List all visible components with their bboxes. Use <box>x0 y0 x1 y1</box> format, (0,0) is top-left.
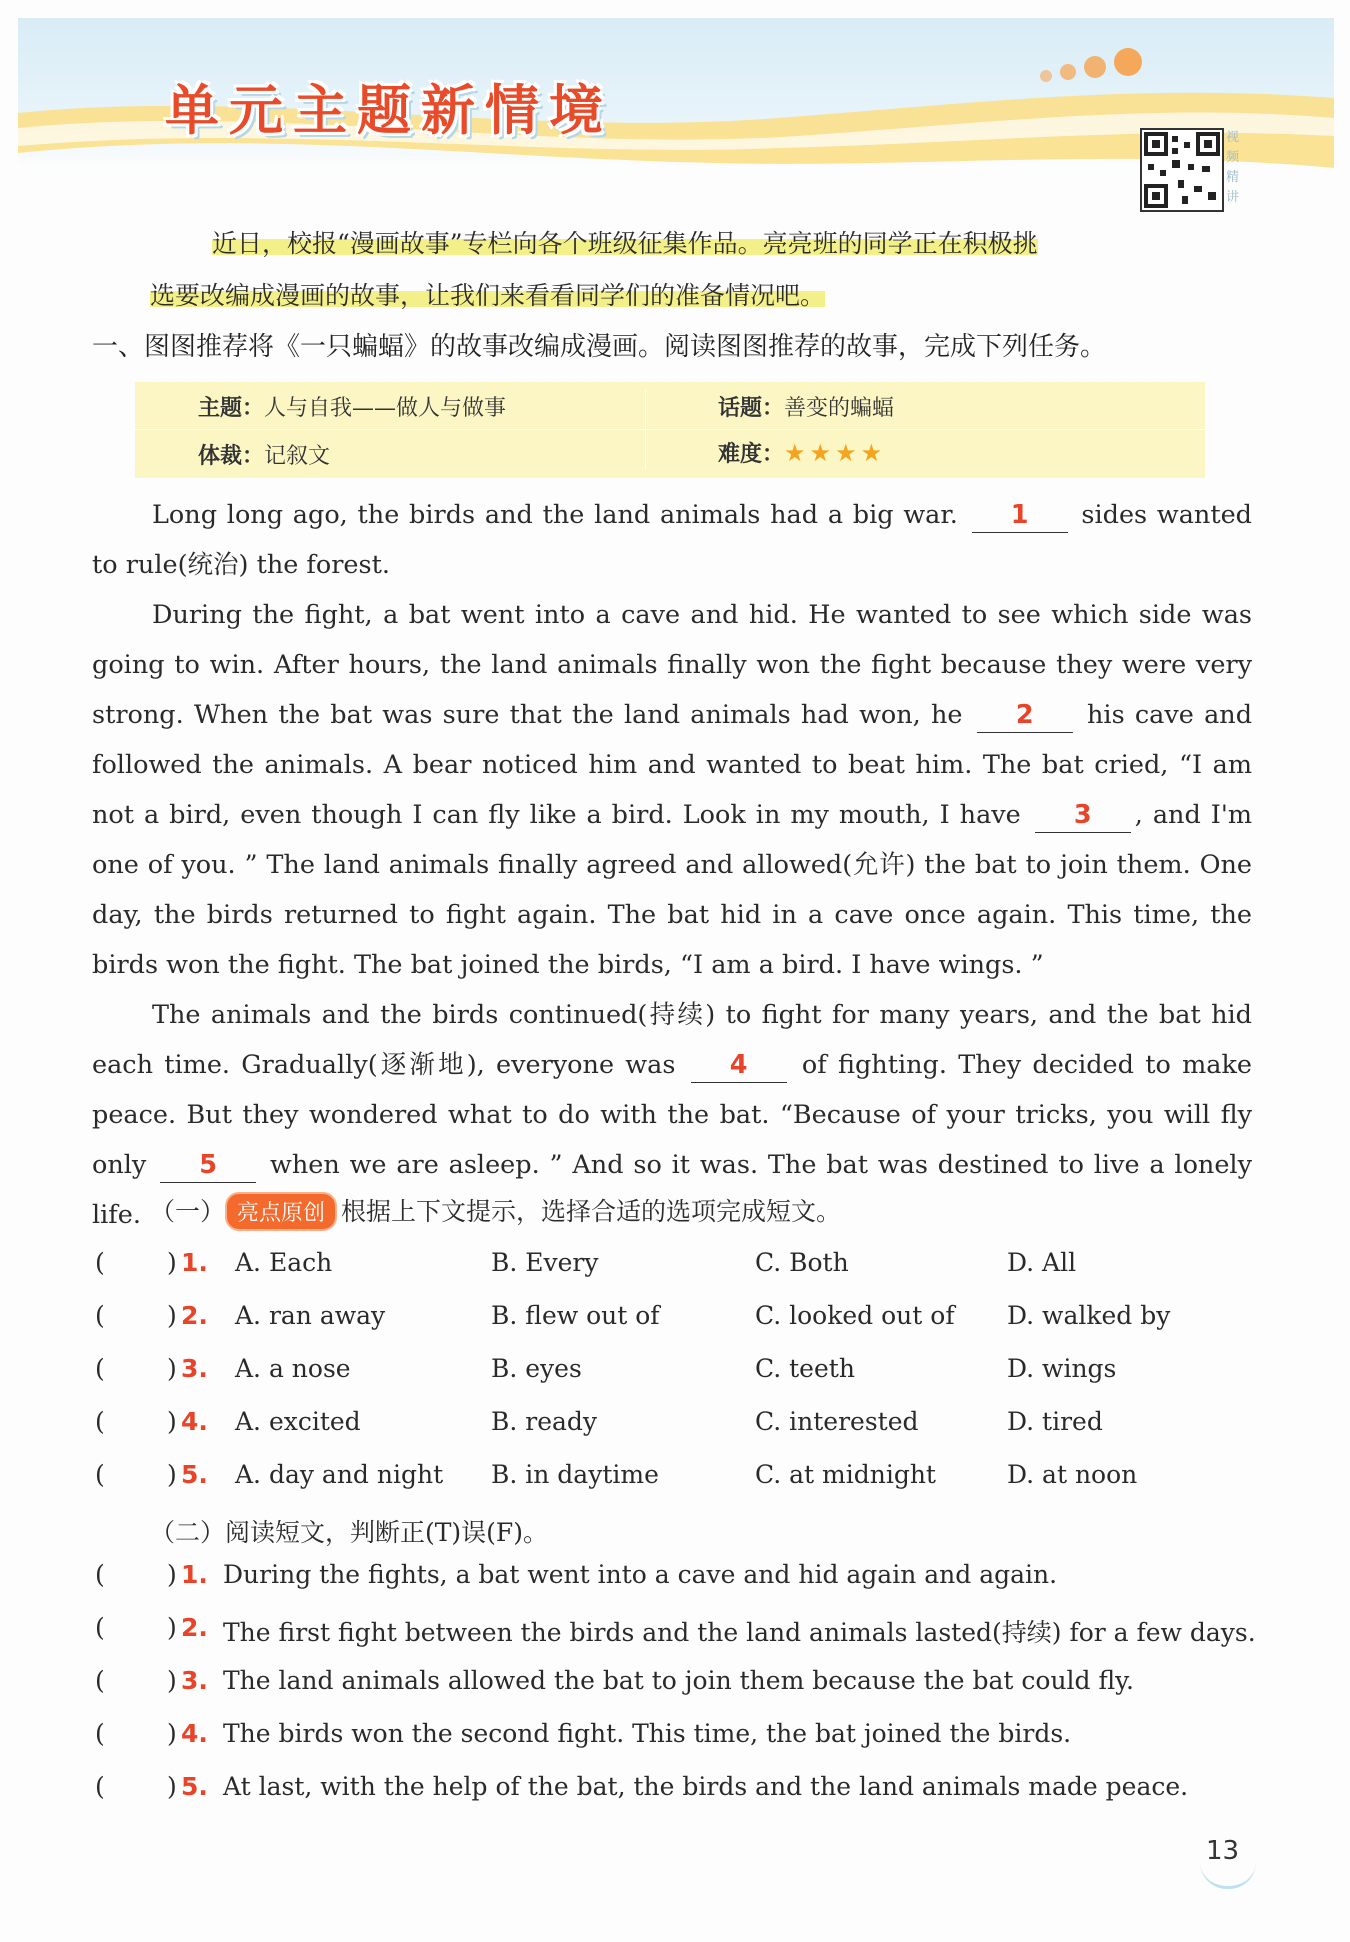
info-theme-key: 主题： <box>198 396 265 421</box>
answer-paren-open[interactable]: ( <box>95 1666 105 1695</box>
blank-4: 4 <box>691 1048 787 1083</box>
part2-title: （二）阅读短文，判断正(T)误(F)。 <box>150 1518 549 1547</box>
answer-paren-open[interactable]: ( <box>95 1354 105 1383</box>
qr-code-icon[interactable] <box>1140 128 1224 212</box>
answer-paren-close: ) <box>167 1248 177 1277</box>
question-number: 2. <box>181 1301 208 1330</box>
tf-statement-row <box>95 1666 1275 1710</box>
intro-line-1: 近日，校报“漫画故事”专栏向各个班级征集作品。亮亮班的同学正在积极挑 <box>212 229 1038 258</box>
part1-prefix: （一） <box>150 1197 226 1226</box>
option-b[interactable]: B. in daytime <box>491 1460 659 1489</box>
info-genre <box>198 439 330 470</box>
option-d[interactable]: D. walked by <box>1007 1301 1171 1330</box>
statement-text: The birds won the second fight. This time, the bat joined the birds. <box>223 1719 1072 1748</box>
story-text <box>92 490 1252 1240</box>
answer-paren-open[interactable]: ( <box>95 1772 105 1801</box>
story-paragraph-1 <box>92 490 1252 590</box>
part1-instruction: 根据上下文提示，选择合适的选项完成短文。 <box>341 1197 842 1226</box>
statement-number: 5. <box>181 1772 208 1801</box>
blank-5: 5 <box>160 1148 256 1183</box>
tf-statement-row <box>95 1560 1275 1604</box>
option-b[interactable]: B. flew out of <box>491 1301 660 1330</box>
info-box <box>135 382 1205 478</box>
story-text-segment: of fighting. They decided to make peace. But they wondered what to do with the bat. “Because of your tricks, you will fly only <box>92 1050 1252 1180</box>
option-b[interactable]: B. eyes <box>491 1354 582 1383</box>
question-number: 1. <box>181 1248 208 1277</box>
tf-statement-row <box>95 1719 1275 1763</box>
tf-statement-row <box>95 1772 1275 1816</box>
story-text-segment: , and I'm one of you. ” The land animals finally agreed and allowed(允许) the bat to join them. One day, the birds returned to fight again. The bat hid in a cave once again. This time, the birds won the fight. The bat joined the birds, “I am a bird. I have wings. ” <box>92 800 1253 980</box>
qr-label: 视频精讲 <box>1226 130 1240 205</box>
section-title: 一、图图推荐将《一只蝙蝠》的故事改编成漫画。阅读图图推荐的故事，完成下列任务。 <box>92 332 1107 362</box>
mc-question-row <box>95 1460 1275 1504</box>
story-paragraph-2 <box>92 590 1252 990</box>
mc-question-row <box>95 1407 1275 1451</box>
question-number: 5. <box>181 1460 208 1489</box>
info-topic-key: 话题： <box>718 396 785 421</box>
answer-paren-close: ) <box>167 1460 177 1489</box>
info-theme-value: 人与自我——做人与做事 <box>264 396 507 421</box>
info-genre-key: 体裁： <box>198 444 265 469</box>
intro-paragraph <box>150 218 1250 322</box>
story-text-segment: Long long ago, the birds and the land animals had a big war. <box>152 500 958 530</box>
statement-number: 2. <box>181 1613 208 1642</box>
original-badge: 亮点原创 <box>225 1192 337 1231</box>
info-difficulty-key: 难度： <box>718 442 785 467</box>
option-a[interactable]: A. a nose <box>235 1354 351 1383</box>
option-a[interactable]: A. excited <box>235 1407 361 1436</box>
answer-paren-close: ) <box>167 1407 177 1436</box>
option-d[interactable]: D. at noon <box>1007 1460 1138 1489</box>
info-divider-vertical <box>645 390 646 470</box>
tf-statement-row <box>95 1613 1275 1657</box>
difficulty-star-icons: ★★★★ <box>784 439 887 467</box>
story-text-segment: his cave and followed the animals. A bear noticed him and wanted to beat him. The bat cried, “I am not a bird, even though I can fly like a bird. Look in my mouth, I have <box>92 700 1253 830</box>
story-text-segment: The animals and the birds continued(持续) to fight for many years, and the bat hid each time. Gradually(逐渐地), everyone was <box>92 1000 1252 1080</box>
answer-paren-close: ) <box>167 1613 177 1642</box>
intro-line-2: 选要改编成漫画的故事，让我们来看看同学们的准备情况吧。 <box>150 281 826 310</box>
story-text-segment: During the fight, a bat went into a cave and hid. He wanted to see which side was going to win. After hours, the land animals finally won the fight because they were very strong. When the bat was sure that the land animals had won, he <box>92 600 1252 730</box>
option-b[interactable]: B. Every <box>491 1248 599 1277</box>
question-number: 3. <box>181 1354 208 1383</box>
question-number: 4. <box>181 1407 208 1436</box>
option-c[interactable]: C. looked out of <box>755 1301 955 1330</box>
info-divider-horizontal <box>135 429 1205 430</box>
option-d[interactable]: D. All <box>1007 1248 1077 1277</box>
answer-paren-open[interactable]: ( <box>95 1613 105 1642</box>
option-d[interactable]: D. tired <box>1007 1407 1103 1436</box>
page-number-decoration <box>1200 1862 1256 1889</box>
story-text-segment: when we are asleep. ” And so it was. The bat was destined to live a lonely life. <box>92 1150 1252 1230</box>
statement-text: The first fight between the birds and the land animals lasted(持续) for a few days. <box>223 1618 1256 1647</box>
option-a[interactable]: A. Each <box>235 1248 333 1277</box>
info-topic-value: 善变的蝙蝠 <box>784 396 895 421</box>
answer-paren-open[interactable]: ( <box>95 1460 105 1489</box>
blank-2: 2 <box>977 698 1073 733</box>
mc-question-row <box>95 1248 1275 1292</box>
option-a[interactable]: A. ran away <box>235 1301 386 1330</box>
blank-1: 1 <box>972 498 1068 533</box>
story-text-segment: sides wanted to rule(统治) the forest. <box>92 500 1253 580</box>
info-topic <box>718 391 894 422</box>
answer-paren-open[interactable]: ( <box>95 1560 105 1589</box>
info-theme <box>198 391 506 422</box>
option-c[interactable]: C. Both <box>755 1248 849 1277</box>
answer-paren-close: ) <box>167 1666 177 1695</box>
blank-3: 3 <box>1035 798 1131 833</box>
statement-number: 1. <box>181 1560 208 1589</box>
part1-title <box>150 1192 841 1231</box>
mc-question-row <box>95 1301 1275 1345</box>
statement-text: At last, with the help of the bat, the birds and the land animals made peace. <box>223 1772 1189 1801</box>
statement-number: 3. <box>181 1666 208 1695</box>
answer-paren-close: ) <box>167 1719 177 1748</box>
statement-text: During the fights, a bat went into a cave and hid again and again. <box>223 1560 1058 1589</box>
answer-paren-close: ) <box>167 1354 177 1383</box>
answer-paren-close: ) <box>167 1772 177 1801</box>
answer-paren-open[interactable]: ( <box>95 1407 105 1436</box>
answer-paren-open[interactable]: ( <box>95 1301 105 1330</box>
option-a[interactable]: A. day and night <box>235 1460 444 1489</box>
page-number: 13 <box>1206 1836 1240 1866</box>
info-difficulty <box>718 437 886 468</box>
answer-paren-close: ) <box>167 1560 177 1589</box>
statement-text: The land animals allowed the bat to join them because the bat could fly. <box>223 1666 1134 1695</box>
info-genre-value: 记叙文 <box>264 444 331 469</box>
option-d[interactable]: D. wings <box>1007 1354 1117 1383</box>
option-c[interactable]: C. at midnight <box>755 1460 936 1489</box>
option-b[interactable]: B. ready <box>491 1407 598 1436</box>
unit-title: 单元主题新情境 <box>165 79 613 142</box>
mc-question-row <box>95 1354 1275 1398</box>
statement-number: 4. <box>181 1719 208 1748</box>
answer-paren-open[interactable]: ( <box>95 1719 105 1748</box>
answer-paren-open[interactable]: ( <box>95 1248 105 1277</box>
answer-paren-close: ) <box>167 1301 177 1330</box>
option-c[interactable]: C. interested <box>755 1407 919 1436</box>
option-c[interactable]: C. teeth <box>755 1354 855 1383</box>
